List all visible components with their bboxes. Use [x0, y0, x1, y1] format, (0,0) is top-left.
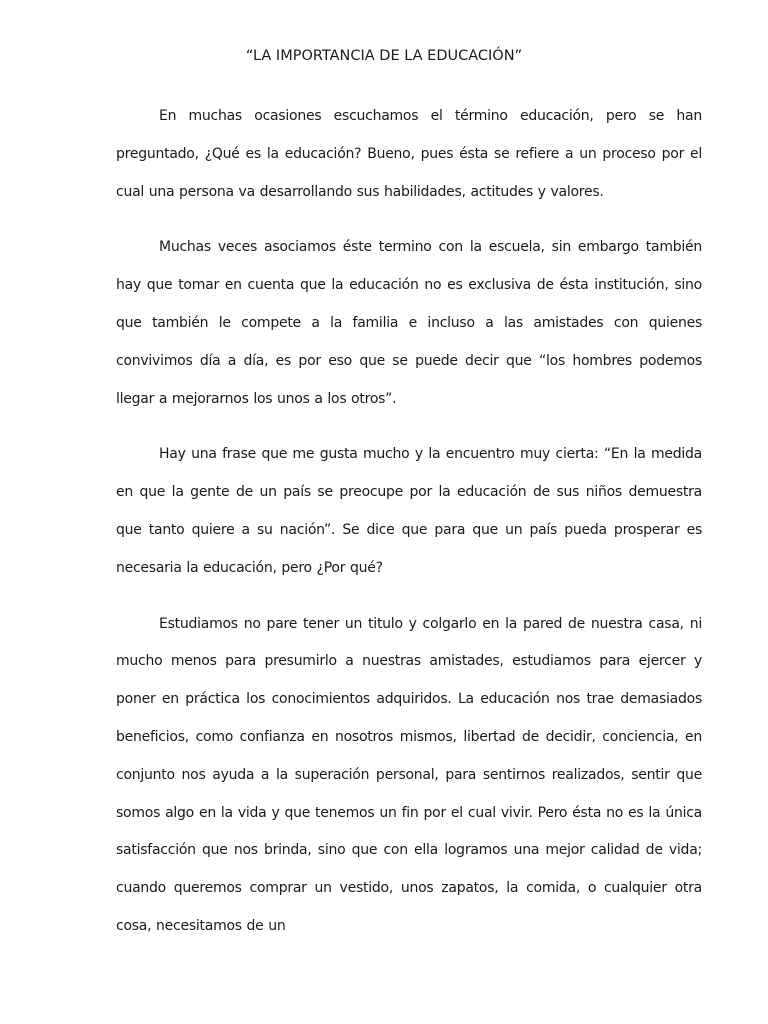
paragraph-3: Hay una frase que me gusta mucho y la encuentro muy cierta: “En la medida en que la gente de un país se preocupe por la educación de sus niños demuestra que tanto quiere a su nación”. Se dice que para que un país pueda prosperar es necesaria la educación, pero ¿Por qué?: [116, 446, 702, 576]
document-title: “LA IMPORTANCIA DE LA EDUCACIÓN”: [245, 48, 523, 64]
paragraph-1: En muchas ocasiones escuchamos el término educación, pero se han preguntado, ¿Qué es la educación? Bueno, pues ésta se refiere a un proceso por el cual una persona va desarrollando sus habilidades, actitudes y valores.: [116, 108, 702, 200]
document-body: [116, 98, 702, 964]
paragraph-2: Muchas veces asociamos éste termino con la escuela, sin embargo también hay que tomar en cuenta que la educación no es exclusiva de ésta institución, sino que también le compete a la familia e incluso a las amistades con quienes convivimos día a día, es por eso que se puede decir que “los hombres podemos llegar a mejorarnos los unos a los otros”.: [116, 239, 702, 407]
paragraph-4: Estudiamos no pare tener un titulo y colgarlo en la pared de nuestra casa, ni mucho menos para presumirlo a nuestras amistades, estudiamos para ejercer y poner en práctica los conocimientos adquiridos. La educación nos trae demasiados beneficios, como confianza en nosotros mismos, libertad de decidir, conciencia, en conjunto nos ayuda a la superación personal, para sentirnos realizados, sentir que somos algo en la vida y que tenemos un fin por el cual vivir. Pero ésta no es la única satisfacción que nos brinda, sino que con ella logramos una mejor calidad de vida; cuando queremos comprar un vestido, unos zapatos, la comida, o cualquier otra cosa, necesitamos de un: [116, 615, 702, 934]
